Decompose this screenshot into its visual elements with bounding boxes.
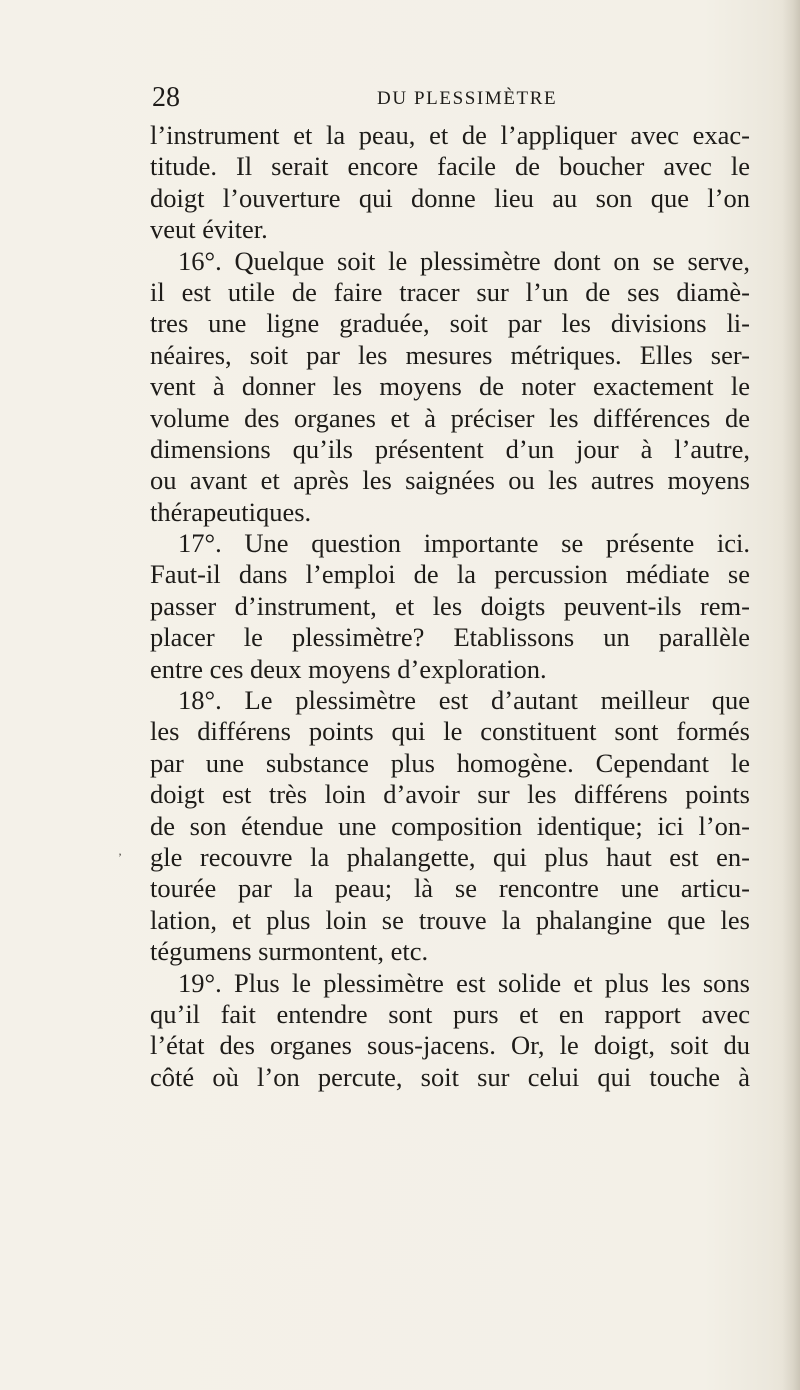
text-line: entre ces deux moyens d’exploration.: [150, 653, 547, 684]
text-line: l’état des organes sous-jacens. Or, le doigt, soit du: [150, 1030, 750, 1061]
text-line: les différens points qui le constituent sont formés: [150, 716, 750, 747]
text-line: de son étendue une composition identique; ici l’on-: [150, 810, 750, 841]
text-line: qu’il fait entendre sont purs et en rapport avec: [150, 998, 750, 1029]
body-text: [150, 120, 750, 1093]
text-line: veut éviter.: [150, 214, 268, 245]
text-line: dimensions qu’ils présentent d’un jour à l’autre,: [150, 433, 750, 464]
text-line: néaires, soit par les mesures métriques. Elles ser-: [150, 339, 750, 370]
text-line: vent à donner les moyens de noter exactement le: [150, 371, 750, 402]
text-line: l’instrument et la peau, et de l’appliquer avec exac-: [150, 120, 750, 150]
text-line: Faut-il dans l’emploi de la percussion médiate se: [150, 559, 750, 590]
text-line: lation, et plus loin se trouve la phalangine que les: [150, 904, 750, 935]
text-line: il est utile de faire tracer sur l’un de ses diamè-: [150, 276, 750, 307]
page-header: [152, 82, 712, 114]
page-number: 28: [152, 82, 180, 113]
text-line: par une substance plus homogène. Cependant le: [150, 747, 750, 778]
margin-mark: ’: [118, 850, 122, 864]
text-line: gle recouvre la phalangette, qui plus haut est en-: [150, 841, 750, 872]
text-line: volume des organes et à préciser les différences de: [150, 402, 750, 433]
text-line: passer d’instrument, et les doigts peuvent-ils rem-: [150, 590, 750, 621]
text-line: ou avant et après les saignées ou les autres moyens: [150, 465, 750, 496]
paragraph-18-start: 18°. Le plessimètre est d’autant meilleur que: [178, 685, 750, 716]
text-line: tres une ligne graduée, soit par les divisions li-: [150, 308, 750, 339]
text-line: placer le plessimètre? Etablissons un parallèle: [150, 622, 750, 653]
paragraph-17-start: 17°. Une question importante se présente ici.: [178, 528, 750, 559]
running-head: DU PLESSIMÈTRE: [377, 88, 558, 109]
page-edge-shadow: [782, 0, 800, 1390]
text-line: thérapeutiques.: [150, 496, 312, 527]
text-line: titude. Il serait encore facile de boucher avec le: [150, 151, 750, 182]
text-line: doigt l’ouverture qui donne lieu au son que l’on: [150, 182, 750, 213]
text-line: côté où l’on percute, soit sur celui qui touche à: [150, 1061, 750, 1092]
text-line: tégumens surmontent, etc.: [150, 936, 429, 967]
paragraph-16-start: 16°. Quelque soit le plessimètre dont on se serve,: [178, 245, 750, 276]
paragraph-19-start: 19°. Plus le plessimètre est solide et plus les sons: [178, 967, 750, 998]
text-line: tourée par la peau; là se rencontre une articu-: [150, 873, 750, 904]
text-line: doigt est très loin d’avoir sur les différens points: [150, 779, 750, 810]
